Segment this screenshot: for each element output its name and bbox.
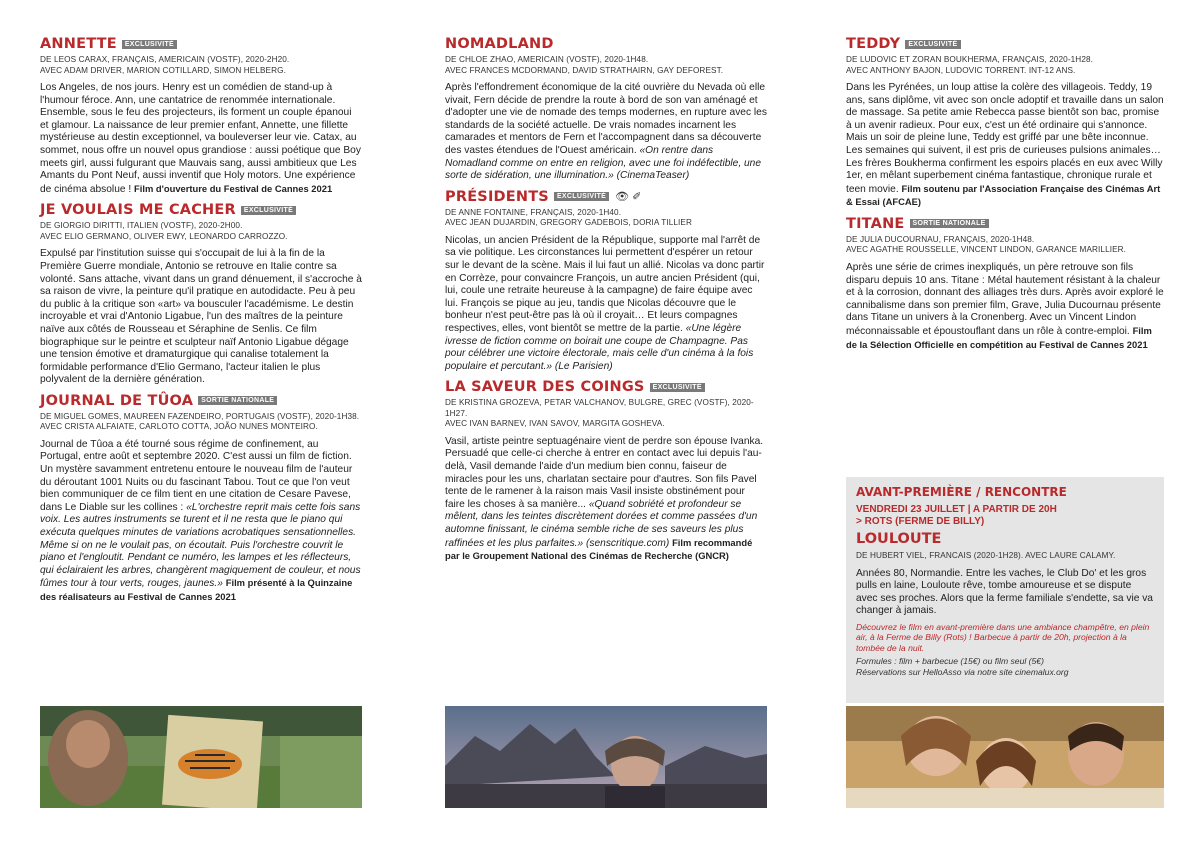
film-synopsis: Los Angeles, de nos jours. Henry est un comédien de stand-up à l'humour féroce. Ann, une cantatrice de renommée internationale. Ensemble, sous le feu des projecteurs, ils forment un couple épanoui et glamour. La naissance de leur premier enfant, Annette, une fillette mystérieuse au destin exceptionnel, va bouleverser leur vie. Catax, au sommet, nous offre un nouvel opus grandiose : aussi poétique que Boy meets girl, aussi fulgurant que Mauvais sang, aussi ambitieux que Les Amants du Pont Neuf, aussi inventif que Holy motors. Une expérience de cinéma absolue ! Film d'ouverture du Festival de Cannes 2021	[40, 82, 361, 195]
film-synopsis: Après une série de crimes inexpliqués, un père retrouve son fils disparu depuis 10 ans. Titane : Métal hautement résistant à la chaleur et à la corrosion, donnant des alliages très durs. Après avoir exploré le cannibalisme dans son premier film, Grave, Julia Ducournau présente dans Titane un univers à la Cronenberg. Avec un Vincent Lindon méconnaissable et époustouflant dans un rôle à contre-emploi. Film de la Sélection Officielle en compétition au Festival de Cannes 2021	[846, 261, 1164, 350]
film-still-louloute	[846, 706, 1164, 808]
press-quote: «On rentre dans Nomadland comme on entre en religion, avec une foi indéfectible, une sorte de sidération, une illumination.» (CinemaTeaser)	[445, 144, 762, 182]
film-synopsis: Expulsé par l'institution suisse qui s'occupait de lui à la fin de la Première Guerre mondiale, Antonio se retrouve en Italie contre sa volonté. Sans attache, vivant dans un grand dénuement, il s'accroche à sa raison de vivre, la peinture qu'il pratique en autodidacte. Peu à peu du public à la critique son «art» va bousculer l'académisme. Le destin incroyable et vrai d'Antonio Ligabue, l'un des maîtres de la peinture naïve aux côtés de Rousseau et Séraphine de Senlis. Ce film biographique sur le peintre et sculpteur naïf Antonio Ligabue dégage une tension émotive et dramaturgique qui canalise totalement la formidable performance d'Elio Germano, l'acteur italien le plus polyvalent de la dernière génération.	[40, 248, 362, 386]
column-left	[40, 36, 362, 611]
event-location: > ROTS (FERME DE BILLY)	[856, 516, 985, 527]
exclusive-badge: EXCLUSIVITÉ	[122, 40, 177, 49]
film-title: PRÉSIDENTS	[445, 188, 549, 205]
film-still-nomadland	[445, 706, 767, 808]
film-synopsis: Journal de Tûoa a été tourné sous régime de confinement, au Portugal, entre août et septembre 2020. C'est aussi un film de fiction. Un mystère savamment entretenu entoure le nouveau film de l'auteur du déroutant 1001 Nuits ou du fascinant Tabou. Tout ce que l'on veut bien communiquer de ce film tient en une citation de Cesare Pavese, dans Le Diable sur les collines : «L'orchestre reprit mais cette fois sans voix. Les autres instruments se turent et il ne resta que le piano qui exécuta quelques minutes de variations acrobatiques sensationnelles. Même si on ne le voulait pas, on écoutait. Puis l'orchestre couvrit le piano et l'engloutit. Pendant ce numéro, les lampes et les réflecteurs, qui éclairaient les arbres, changèrent magiquement de couleur, et nous fûmes tour à tour verts, rouges, jaunes.» Film présenté à la Quinzaine des réalisateurs au Festival de Cannes 2021	[40, 438, 361, 602]
film-title: ANNETTE	[40, 36, 117, 52]
film-credits: DE MIGUEL GOMES, MAUREEN FAZENDEIRO, PORTUGAIS (VOSTF), 2020-1H38. AVEC CRISTA ALFAIATE, CARLOTO COTTA, JOÃO NUNES MONTEIRO.	[40, 411, 360, 432]
film-la-saveur-des-coings	[445, 379, 767, 563]
film-note: Film de la Sélection Officielle en compétition au Festival de Cannes 2021	[846, 324, 1152, 350]
film-credits: DE ANNE FONTAINE, FRANÇAIS, 2020-1H40. AVEC JEAN DUJARDIN, GREGORY GADEBOIS, DORIA TILLIER	[445, 207, 692, 228]
event-formulas: Formules : film + barbecue (15€) ou film seul (5€)	[856, 656, 1044, 667]
press-quote: «L'orchestre reprit mais cette fois sans voix. Les autres instruments se turent et il ne resta que le piano qui exécuta quelques minutes de variations acrobatiques sensationnelles. Même si on ne le voulait pas, on écoutait. Puis l'orchestre couvrit le piano et l'engloutit. Pendant ce numéro, les lampes et les réflecteurs, qui éclairaient les arbres, changèrent magiquement de couleur, et nous fûmes tour à tour verts, rouges, jaunes.»	[40, 501, 361, 590]
film-teddy	[846, 36, 1164, 210]
national-release-badge: SORTIE NATIONALE	[910, 219, 989, 228]
film-note: Film recommandé par le Groupement National des Cinémas de Recherche (GNCR)	[445, 536, 753, 562]
film-nomadland	[445, 36, 767, 183]
exclusive-badge: EXCLUSIVITÉ	[905, 40, 960, 49]
film-synopsis: Années 80, Normandie. Entre les vaches, le Club Do' et les gros pulls en laine, Louloute rêve, tombe amoureuse et se dispute avec ses proches. Alors que la ferme familiale s'endette, sa vie va changer à jamais.	[856, 567, 1153, 617]
exclusive-badge: EXCLUSIVITÉ	[650, 383, 705, 392]
film-credits: DE LEOS CARAX, FRANÇAIS, AMERICAIN (VOSTF), 2020-2H20. AVEC ADAM DRIVER, MARION COTILLARD, SIMON HELBERG.	[40, 55, 290, 75]
film-titane	[846, 216, 1164, 352]
film-title: JOURNAL DE TÛOA	[40, 392, 194, 409]
film-title: LA SAVEUR DES COINGS	[445, 379, 645, 396]
film-still-journal-painter	[40, 706, 362, 808]
film-note: Film d'ouverture du Festival de Cannes 2021	[134, 182, 333, 194]
film-journal-de-tuoa	[40, 393, 362, 605]
film-credits: DE CHLOE ZHAO, AMERICAIN (VOSTF), 2020-1H48. AVEC FRANCES MCDORMAND, DAVID STRATHAIRN, GAY DEFOREST.	[445, 55, 724, 75]
film-title: JE VOULAIS ME CACHER	[40, 202, 236, 219]
film-title: TEDDY	[846, 36, 901, 52]
accessibility-icons: 👁 ✐	[615, 191, 642, 204]
event-heading: AVANT-PREMIÈRE / RENCONTRE	[856, 485, 1067, 499]
exclusive-badge: EXCLUSIVITÉ	[241, 206, 296, 215]
film-synopsis: Nicolas, un ancien Président de la République, supporte mal l'arrêt de sa vie politique. Les circonstances lui permettent d'espérer un retour sur le devant de la scène. Mais il lui faut un allié. Nicolas va donc partir en Corrèze, pour convaincre François, un autre ancien Président (qui, lui, coule une retraite heureuse à la campagne) de faire équipe avec lui. François se pique au jeu, tandis que Nicolas découvre que le bonheur n'est peut-être pas là où il croyait… Et leurs compagnes respectives, elles, vont bientôt se mettre de la partie. «Une légère ivresse de fiction comme on boirait une coupe de Champagne. Pas pour célébrer une victoire électorale, mais celle d'un cinéma à la fois populaire et percutant.» (Le Parisien)	[445, 234, 765, 372]
press-quote: «Une légère ivresse de fiction comme on boirait une coupe de Champagne. Pas pour célébrer une victoire électorale, mais celle d'un cinéma à la fois populaire et percutant.» (Le Parisien)	[445, 322, 754, 372]
film-note: Film soutenu par l'Association Française des Cinémas Art & Essai (AFCAE)	[846, 182, 1161, 208]
film-annette	[40, 36, 362, 196]
column-middle	[445, 36, 767, 570]
film-credits: DE HUBERT VIEL, FRANCAIS (2020-1H28). AVEC LAURE CALAMY.	[856, 551, 1116, 560]
age-rating: INT-12 ANS.	[1028, 65, 1076, 75]
film-note: Film présenté à la Quinzaine des réalisateurs au Festival de Cannes 2021	[40, 577, 353, 602]
film-synopsis: Vasil, artiste peintre septuagénaire vient de perdre son épouse Ivanka. Persuadé que celle-ci cherche à entrer en contact avec lui depuis l'au-delà, Vasil demande l'aide d'un medium bien connu, faiseur de miracles pour les uns, charlatan sectaire pour d'autres. Son fils Pavel tente de le ramener à la raison mais Vasil insiste obstinément pour faire les choses à sa manière... «Quand sobriété et profondeur se mêlent, dans les teintes discrètement dorées et comme passées d'un automne finissant, le cinéma semble riche de ses saveurs les plus raffinées et les plus parfaites.» (senscritique.com) Film recommandé par le Groupement National des Cinémas de Recherche (GNCR)	[445, 435, 764, 562]
film-title: NOMADLAND	[445, 36, 554, 52]
press-quote: «Quand sobriété et profondeur se mêlent, dans les teintes discrètement dorées et comme passées d'un automne finissant, le cinéma semble riche de ses saveurs les plus raffinées et les plus parfaites.» (senscritique.com)	[445, 498, 758, 549]
film-credits: DE GIORGIO DIRITTI, ITALIEN (VOSTF), 2020-2H00. AVEC ELIO GERMANO, OLIVER EWY, LEONARDO CARROZZO.	[40, 221, 288, 241]
exclusive-badge: EXCLUSIVITÉ	[554, 192, 609, 201]
film-title: TITANE	[846, 215, 905, 232]
event-film-title: LOULOUTE	[856, 531, 942, 547]
film-je-voulais-me-cacher	[40, 202, 362, 387]
film-presidents	[445, 189, 767, 374]
event-invitation: Découvrez le film en avant-première dans une ambiance champêtre, en plein air, à la Ferme de Billy (Rots) ! Barbecue à partir de 20h, projection à la tombée de la nuit.	[856, 621, 1150, 653]
column-right	[846, 36, 1164, 358]
film-credits: DE LUDOVIC ET ZORAN BOUKHERMA, FRANÇAIS, 2020-1H28. AVEC ANTHONY BAJON, LUDOVIC TORRENT. INT-12 ANS.	[846, 55, 1093, 75]
event-date: VENDREDI 23 JUILLET | A PARTIR DE 20H	[856, 504, 1057, 515]
film-credits: DE JULIA DUCOURNAU, FRANÇAIS, 2020-1H48. AVEC AGATHE ROUSSELLE, VINCENT LINDON, GARANCE MARILLIER.	[846, 234, 1127, 255]
event-box	[846, 477, 1164, 703]
film-synopsis: Après l'effondrement économique de la cité ouvrière du Nevada où elle vivait, Fern décide de prendre la route à bord de son van aménagé et d'adopter une vie de nomade des temps modernes, en rupture avec les standards de la société actuelle. De vrais nomades incarnent les camarades et mentors de Fern et l'accompagnent dans sa découverte des vastes étendues de l'Ouest américain. «On rentre dans Nomadland comme on entre en religion, avec une foi indéfectible, une sorte de sidération, une illumination.» (CinemaTeaser)	[445, 82, 767, 182]
film-credits: DE KRISTINA GROZEVA, PETAR VALCHANOV, BULGRE, GREC (VOSTF), 2020-1H27. AVEC IVAN BARNEV, IVAN SAVOV, MARGITA GOSHEVA.	[445, 398, 754, 429]
film-synopsis: Dans les Pyrénées, un loup attise la colère des villageois. Teddy, 19 ans, sans diplôme, vit avec son oncle adoptif et travaille dans un salon de massage. Sa petite amie Rebecca passe bientôt son bac, promise à un avenir radieux. Pour eux, c'est un été ordinaire qui s'annonce. Mais un soir de pleine lune, Teddy est griffé par une bête inconnue. Les semaines qui suivent, il est pris de curieuses pulsions animales… Les frères Boukherma confirment les espoirs placés en eux avec Willy 1er, en mêlant superbement cinéma fantastique, chronique rurale et teen movie. Film soutenu par l'Association Française des Cinémas Art & Essai (AFCAE)	[846, 82, 1164, 208]
national-release-badge: SORTIE NATIONALE	[198, 396, 277, 405]
event-booking: Réservations sur HelloAsso via notre site cinemalux.org	[856, 667, 1069, 678]
